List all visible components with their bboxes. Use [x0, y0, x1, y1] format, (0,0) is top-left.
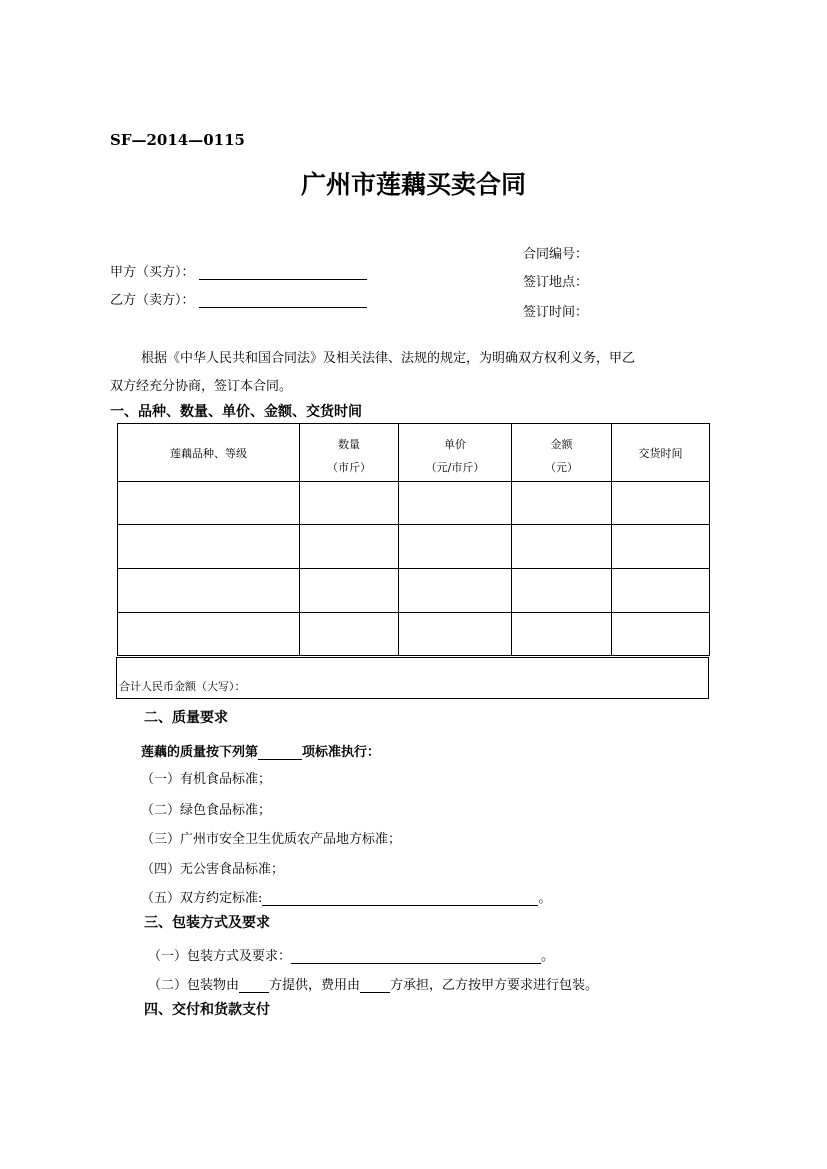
table-cell[interactable]	[300, 613, 399, 656]
quality-standard-blank[interactable]	[258, 745, 302, 760]
packaging-provider-blank[interactable]	[239, 978, 269, 993]
total-amount-label: 合计人民币金额（大写）：	[119, 680, 246, 693]
table-cell[interactable]	[512, 613, 612, 656]
quality-item-3: （三）广州市安全卫生优质农产品地方标准；	[141, 832, 402, 847]
table-row	[118, 569, 710, 613]
table-cell[interactable]	[118, 613, 300, 656]
buyer-field	[110, 261, 367, 280]
col-amount: 金额 （元）	[512, 424, 612, 482]
col-delivery-time: 交货时间	[612, 424, 710, 482]
buyer-blank-line[interactable]	[199, 265, 367, 280]
table-cell[interactable]	[118, 569, 300, 613]
table-cell[interactable]	[612, 525, 710, 569]
packaging-item-1: （一）包装方式及要求： 。	[148, 949, 555, 964]
buyer-label: 甲方（买方）：	[110, 265, 195, 280]
packaging-cost-blank[interactable]	[360, 978, 390, 993]
table-cell[interactable]	[512, 525, 612, 569]
table-row	[118, 525, 710, 569]
quality-item-1: （一）有机食品标准；	[141, 772, 272, 787]
intro-line-2: 双方经充分协商，签订本合同。	[110, 379, 293, 394]
quality-item-2: （二）绿色食品标准；	[141, 803, 272, 818]
seller-label: 乙方（卖方）：	[110, 293, 195, 308]
table-cell[interactable]	[300, 569, 399, 613]
table-cell[interactable]	[399, 569, 512, 613]
order-table	[117, 423, 710, 656]
contract-code: SF—2014—0115	[110, 131, 245, 149]
table-cell[interactable]	[300, 525, 399, 569]
table-cell[interactable]	[118, 482, 300, 525]
table-cell[interactable]	[399, 482, 512, 525]
col-variety-grade: 莲藕品种、等级	[118, 424, 300, 482]
packaging-method-blank[interactable]	[291, 949, 541, 964]
section-4-heading: 四、交付和货款支付	[144, 1002, 270, 1018]
table-header-row	[118, 424, 710, 482]
section-1-heading: 一、品种、数量、单价、金额、交货时间	[110, 404, 362, 420]
quality-lead: 莲藕的质量按下列第 项标准执行：	[141, 745, 381, 760]
table-cell[interactable]	[612, 482, 710, 525]
seller-blank-line[interactable]	[199, 293, 367, 308]
col-quantity: 数量 （市斤）	[300, 424, 399, 482]
quality-item-5: （五）双方约定标准: 。	[141, 891, 552, 906]
table-cell[interactable]	[118, 525, 300, 569]
table-cell[interactable]	[399, 613, 512, 656]
table-cell[interactable]	[612, 569, 710, 613]
packaging-item-2: （二）包装物由 方提供，费用由 方承担，乙方按甲方要求进行包装。	[148, 978, 599, 993]
table-cell[interactable]	[512, 569, 612, 613]
contract-number-label: 合同编号：	[523, 247, 589, 262]
table-cell[interactable]	[512, 482, 612, 525]
table-cell[interactable]	[399, 525, 512, 569]
seller-field	[110, 289, 367, 308]
total-amount-row[interactable]	[116, 657, 709, 699]
table-row	[118, 613, 710, 656]
col-unit-price: 单价 （元/市斤）	[399, 424, 512, 482]
quality-item-4: （四）无公害食品标准；	[141, 862, 285, 877]
table-cell[interactable]	[300, 482, 399, 525]
table-row	[118, 482, 710, 525]
section-2-heading: 二、质量要求	[144, 710, 228, 726]
table-cell[interactable]	[612, 613, 710, 656]
page-title: 广州市莲藕买卖合同	[300, 170, 526, 199]
agreed-standard-blank[interactable]	[262, 891, 538, 906]
section-3-heading: 三、包装方式及要求	[144, 915, 270, 931]
sign-place-label: 签订地点：	[523, 275, 589, 290]
sign-time-label: 签订时间：	[523, 305, 589, 320]
intro-line-1: 根据《中华人民共和国合同法》及相关法律、法规的规定，为明确双方权利义务，甲乙	[141, 351, 636, 366]
